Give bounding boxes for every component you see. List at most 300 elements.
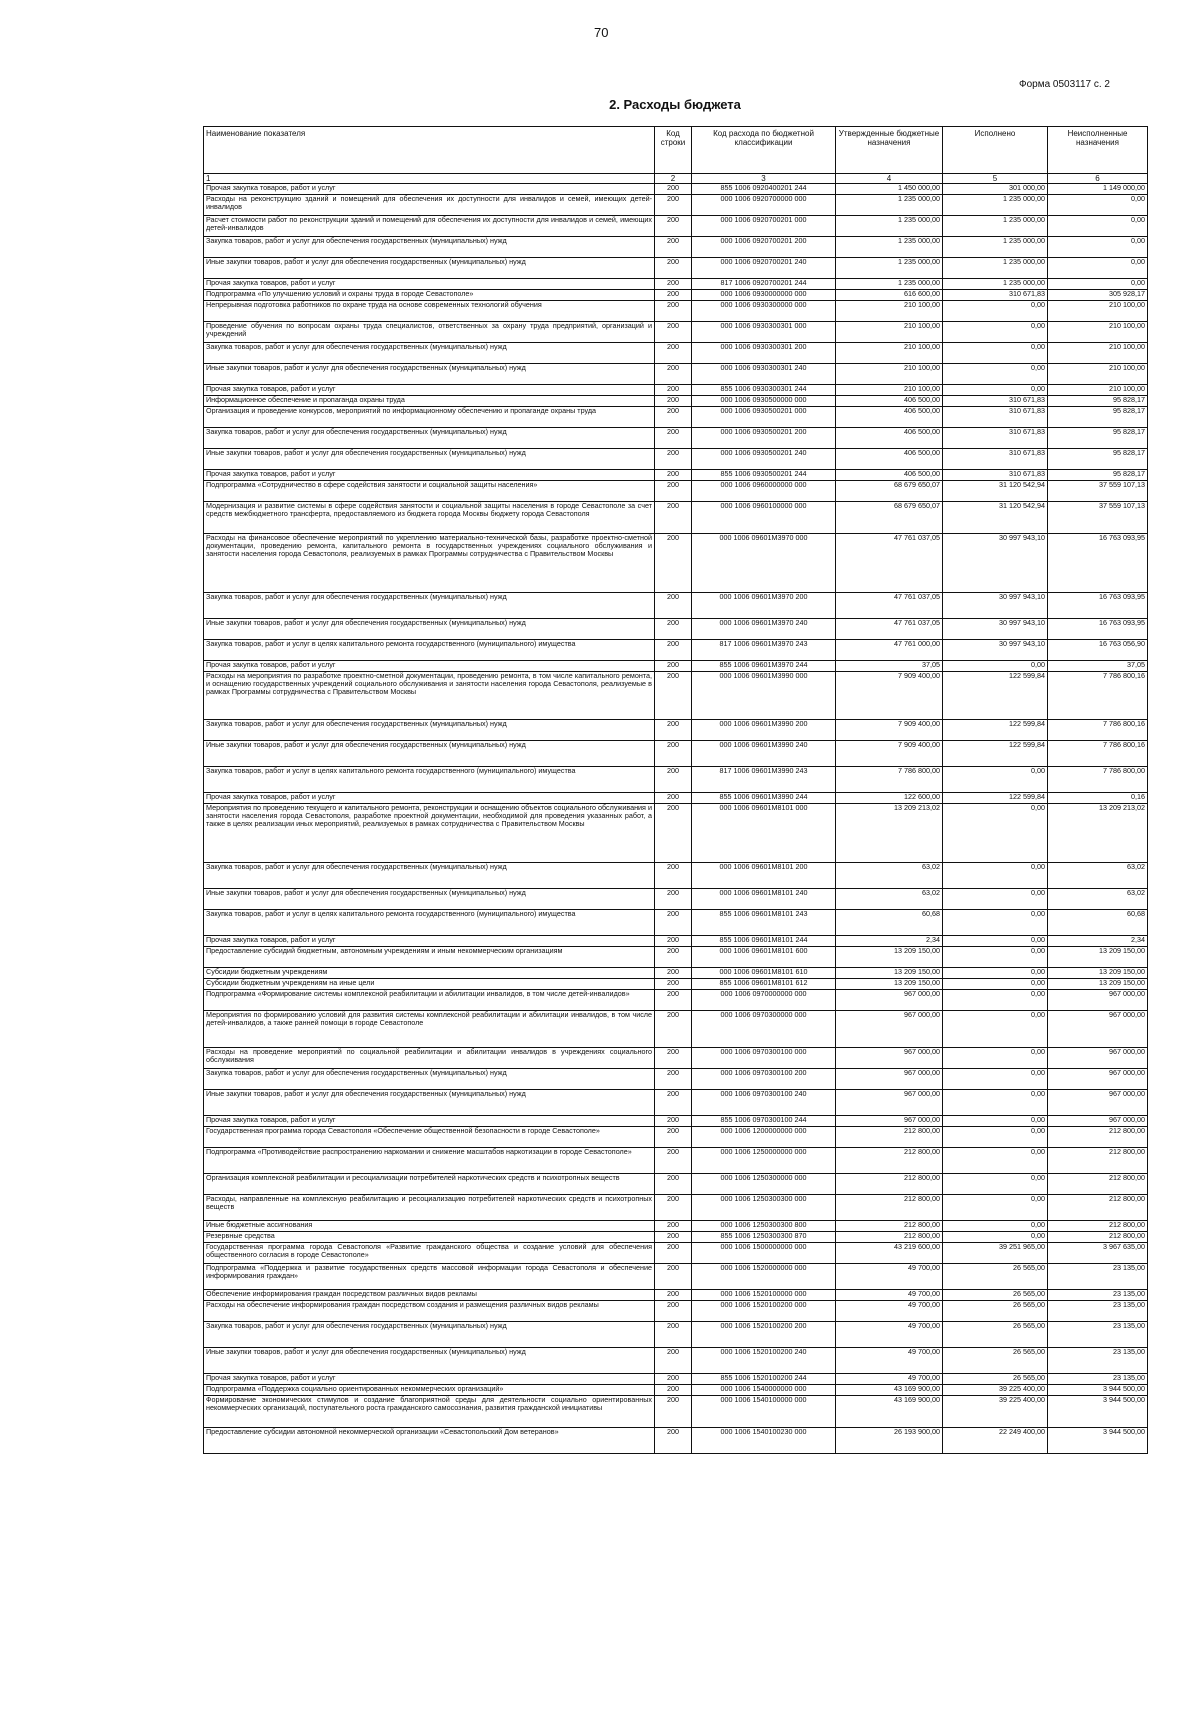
header-executed: Исполнено xyxy=(943,127,1048,174)
row-remaining: 0,00 xyxy=(1048,195,1148,216)
row-remaining: 16 763 093,95 xyxy=(1048,534,1148,593)
row-executed: 26 565,00 xyxy=(943,1301,1048,1322)
row-name: Закупка товаров, работ и услуг для обеспечения государственных (муниципальных) нужд xyxy=(204,863,655,889)
row-remaining: 16 763 056,90 xyxy=(1048,640,1148,661)
row-approved: 49 700,00 xyxy=(836,1290,943,1301)
row-executed: 310 671,83 xyxy=(943,407,1048,428)
row-name: Закупка товаров, работ и услуг для обеспечения государственных (муниципальных) нужд xyxy=(204,343,655,364)
row-approved: 2,34 xyxy=(836,936,943,947)
row-line-code: 200 xyxy=(655,1264,692,1290)
table-row xyxy=(204,428,1148,449)
row-line-code: 200 xyxy=(655,449,692,470)
row-approved: 63,02 xyxy=(836,863,943,889)
row-executed: 26 565,00 xyxy=(943,1348,1048,1374)
row-budget-code: 000 1006 09601M3990 000 xyxy=(692,672,836,720)
row-approved: 1 235 000,00 xyxy=(836,237,943,258)
row-approved: 122 600,00 xyxy=(836,793,943,804)
row-line-code: 200 xyxy=(655,767,692,793)
row-approved: 49 700,00 xyxy=(836,1374,943,1385)
row-remaining: 95 828,17 xyxy=(1048,396,1148,407)
row-name: Иные закупки товаров, работ и услуг для обеспечения государственных (муниципальных) нужд xyxy=(204,1090,655,1116)
row-remaining: 212 800,00 xyxy=(1048,1195,1148,1221)
row-executed: 0,00 xyxy=(943,990,1048,1011)
row-approved: 13 209 150,00 xyxy=(836,979,943,990)
row-executed: 0,00 xyxy=(943,1148,1048,1174)
row-executed: 39 225 400,00 xyxy=(943,1396,1048,1428)
row-budget-code: 000 1006 0970000000 000 xyxy=(692,990,836,1011)
row-line-code: 200 xyxy=(655,195,692,216)
row-line-code: 200 xyxy=(655,1148,692,1174)
row-name: Прочая закупка товаров, работ и услуг xyxy=(204,385,655,396)
row-approved: 616 600,00 xyxy=(836,290,943,301)
table-row xyxy=(204,1232,1148,1243)
row-budget-code: 855 1006 09601M8101 244 xyxy=(692,936,836,947)
row-name: Расчет стоимости работ по реконструкции зданий и помещений для обеспечения их доступности для инвалидов и семей, имеющих детей-инвалидов xyxy=(204,216,655,237)
row-budget-code: 000 1006 0920700201 000 xyxy=(692,216,836,237)
table-row xyxy=(204,343,1148,364)
table-row xyxy=(204,1011,1148,1048)
table-row xyxy=(204,258,1148,279)
table-row xyxy=(204,1290,1148,1301)
row-name: Подпрограмма «Сотрудничество в сфере содействия занятости и социальной защиты населения» xyxy=(204,481,655,502)
row-remaining: 3 967 635,00 xyxy=(1048,1243,1148,1264)
table-row xyxy=(204,720,1148,741)
row-name: Иные закупки товаров, работ и услуг для обеспечения государственных (муниципальных) нужд xyxy=(204,258,655,279)
table-row xyxy=(204,407,1148,428)
row-budget-code: 000 1006 0930500201 200 xyxy=(692,428,836,449)
row-executed: 0,00 xyxy=(943,343,1048,364)
row-budget-code: 000 1006 1520100200 000 xyxy=(692,1301,836,1322)
row-line-code: 200 xyxy=(655,1348,692,1374)
row-approved: 7 909 400,00 xyxy=(836,672,943,720)
header-budget-code: Код расхода по бюджетной классификации xyxy=(692,127,836,174)
row-executed: 0,00 xyxy=(943,1048,1048,1069)
row-line-code: 200 xyxy=(655,804,692,863)
row-name: Иные бюджетные ассигнования xyxy=(204,1221,655,1232)
row-executed: 0,00 xyxy=(943,1221,1048,1232)
row-budget-code: 000 1006 0930000000 000 xyxy=(692,290,836,301)
row-approved: 47 761 037,05 xyxy=(836,593,943,619)
row-remaining: 13 209 150,00 xyxy=(1048,979,1148,990)
row-name: Закупка товаров, работ и услуг в целях капитального ремонта государственного (муниципального) имущества xyxy=(204,910,655,936)
row-approved: 49 700,00 xyxy=(836,1264,943,1290)
row-executed: 0,00 xyxy=(943,1011,1048,1048)
table-row xyxy=(204,968,1148,979)
row-name: Закупка товаров, работ и услуг для обеспечения государственных (муниципальных) нужд xyxy=(204,1322,655,1348)
row-line-code: 200 xyxy=(655,534,692,593)
row-line-code: 200 xyxy=(655,910,692,936)
row-line-code: 200 xyxy=(655,1232,692,1243)
table-row xyxy=(204,481,1148,502)
row-executed: 0,00 xyxy=(943,661,1048,672)
table-row xyxy=(204,1127,1148,1148)
row-remaining: 23 135,00 xyxy=(1048,1264,1148,1290)
row-executed: 0,00 xyxy=(943,804,1048,863)
row-name: Формирование экономических стимулов и создание благоприятной среды для деятельности социально ориентированных некоммерческих организаций, поступательного роста гражданского самосознания, развития гражданской инициативы xyxy=(204,1396,655,1428)
row-remaining: 95 828,17 xyxy=(1048,407,1148,428)
row-name: Прочая закупка товаров, работ и услуг xyxy=(204,793,655,804)
row-line-code: 200 xyxy=(655,290,692,301)
row-budget-code: 000 1006 1250300300 800 xyxy=(692,1221,836,1232)
row-budget-code: 000 1006 0960000000 000 xyxy=(692,481,836,502)
row-approved: 1 235 000,00 xyxy=(836,195,943,216)
table-row xyxy=(204,322,1148,343)
table-row xyxy=(204,804,1148,863)
table-row xyxy=(204,767,1148,793)
row-line-code: 200 xyxy=(655,661,692,672)
row-remaining: 95 828,17 xyxy=(1048,449,1148,470)
row-budget-code: 000 1006 1250300300 000 xyxy=(692,1195,836,1221)
row-remaining: 305 928,17 xyxy=(1048,290,1148,301)
row-budget-code: 000 1006 0930500201 240 xyxy=(692,449,836,470)
row-remaining: 210 100,00 xyxy=(1048,343,1148,364)
table-row xyxy=(204,364,1148,385)
row-name: Резервные средства xyxy=(204,1232,655,1243)
row-executed: 30 997 943,10 xyxy=(943,534,1048,593)
page-title: 2. Расходы бюджета xyxy=(609,97,741,112)
row-name: Закупка товаров, работ и услуг для обеспечения государственных (муниципальных) нужд xyxy=(204,237,655,258)
row-name: Расходы на реконструкцию зданий и помещений для обеспечения их доступности для инвалидов и семей, имеющих детей-инвалидов xyxy=(204,195,655,216)
row-executed: 31 120 542,94 xyxy=(943,481,1048,502)
row-budget-code: 000 1006 09601M3990 240 xyxy=(692,741,836,767)
row-approved: 967 000,00 xyxy=(836,1069,943,1090)
row-executed: 0,00 xyxy=(943,936,1048,947)
row-executed: 310 671,83 xyxy=(943,396,1048,407)
table-row xyxy=(204,1374,1148,1385)
row-line-code: 200 xyxy=(655,396,692,407)
row-budget-code: 000 1006 0930300301 200 xyxy=(692,343,836,364)
row-budget-code: 000 1006 0920700201 200 xyxy=(692,237,836,258)
row-line-code: 200 xyxy=(655,1322,692,1348)
row-line-code: 200 xyxy=(655,470,692,481)
row-budget-code: 000 1006 1540100230 000 xyxy=(692,1428,836,1454)
row-approved: 49 700,00 xyxy=(836,1301,943,1322)
row-approved: 43 169 900,00 xyxy=(836,1396,943,1428)
row-approved: 63,02 xyxy=(836,889,943,910)
row-remaining: 210 100,00 xyxy=(1048,385,1148,396)
table-row xyxy=(204,449,1148,470)
row-budget-code: 000 1006 1540000000 000 xyxy=(692,1385,836,1396)
row-approved: 43 219 600,00 xyxy=(836,1243,943,1264)
row-remaining: 0,00 xyxy=(1048,279,1148,290)
row-budget-code: 000 1006 09601M3970 000 xyxy=(692,534,836,593)
row-name: Иные закупки товаров, работ и услуг для обеспечения государственных (муниципальных) нужд xyxy=(204,364,655,385)
row-name: Мероприятия по проведению текущего и капитального ремонта, реконструкции и оснащению объектов социального обслуживания и занятости населения города Севастополя, разработке проектной документации, необходимой для проведения указанных работ, а также в целях реализации иных мероприятий, реализуемых в рамках сотрудничества с Правительством Москвы xyxy=(204,804,655,863)
row-remaining: 967 000,00 xyxy=(1048,1069,1148,1090)
row-budget-code: 855 1006 0920400201 244 xyxy=(692,184,836,195)
row-line-code: 200 xyxy=(655,364,692,385)
table-row xyxy=(204,195,1148,216)
table-row xyxy=(204,1195,1148,1221)
row-line-code: 200 xyxy=(655,481,692,502)
table-row xyxy=(204,1301,1148,1322)
row-approved: 7 786 800,00 xyxy=(836,767,943,793)
row-remaining: 967 000,00 xyxy=(1048,1048,1148,1069)
row-approved: 406 500,00 xyxy=(836,428,943,449)
row-executed: 122 599,84 xyxy=(943,672,1048,720)
row-name: Иные закупки товаров, работ и услуг для обеспечения государственных (муниципальных) нужд xyxy=(204,741,655,767)
row-line-code: 200 xyxy=(655,990,692,1011)
row-budget-code: 000 1006 09601M8101 000 xyxy=(692,804,836,863)
row-remaining: 1 149 000,00 xyxy=(1048,184,1148,195)
row-remaining: 37 559 107,13 xyxy=(1048,502,1148,534)
table-row xyxy=(204,385,1148,396)
row-approved: 13 209 213,02 xyxy=(836,804,943,863)
row-budget-code: 000 1006 0970300000 000 xyxy=(692,1011,836,1048)
row-remaining: 0,16 xyxy=(1048,793,1148,804)
table-row xyxy=(204,619,1148,640)
row-budget-code: 000 1006 1540100000 000 xyxy=(692,1396,836,1428)
row-executed: 30 997 943,10 xyxy=(943,593,1048,619)
row-name: Закупка товаров, работ и услуг для обеспечения государственных (муниципальных) нужд xyxy=(204,720,655,741)
row-remaining: 7 786 800,16 xyxy=(1048,741,1148,767)
row-line-code: 200 xyxy=(655,1011,692,1048)
row-name: Подпрограмма «По улучшению условий и охраны труда в городе Севастополе» xyxy=(204,290,655,301)
table-row xyxy=(204,1348,1148,1374)
row-executed: 0,00 xyxy=(943,1195,1048,1221)
row-executed: 310 671,83 xyxy=(943,449,1048,470)
row-remaining: 16 763 093,95 xyxy=(1048,619,1148,640)
row-name: Государственная программа города Севастополя «Развитие гражданского общества и создание условий для обеспечения общественного согласия в городе Севастополе» xyxy=(204,1243,655,1264)
row-executed: 1 235 000,00 xyxy=(943,216,1048,237)
row-executed: 310 671,83 xyxy=(943,290,1048,301)
row-executed: 30 997 943,10 xyxy=(943,619,1048,640)
table-header-row xyxy=(204,127,1148,174)
row-line-code: 200 xyxy=(655,1221,692,1232)
expenses-table xyxy=(203,126,1148,1454)
row-remaining: 0,00 xyxy=(1048,216,1148,237)
row-executed: 1 235 000,00 xyxy=(943,195,1048,216)
row-executed: 31 120 542,94 xyxy=(943,502,1048,534)
row-executed: 0,00 xyxy=(943,322,1048,343)
row-approved: 212 800,00 xyxy=(836,1174,943,1195)
table-body xyxy=(204,184,1148,1454)
row-approved: 68 679 650,07 xyxy=(836,481,943,502)
row-name: Субсидии бюджетным учреждениям на иные цели xyxy=(204,979,655,990)
row-remaining: 37,05 xyxy=(1048,661,1148,672)
row-remaining: 16 763 093,95 xyxy=(1048,593,1148,619)
row-remaining: 3 944 500,00 xyxy=(1048,1396,1148,1428)
row-executed: 0,00 xyxy=(943,1232,1048,1243)
row-line-code: 200 xyxy=(655,1428,692,1454)
row-remaining: 967 000,00 xyxy=(1048,1090,1148,1116)
row-approved: 1 235 000,00 xyxy=(836,216,943,237)
row-line-code: 200 xyxy=(655,237,692,258)
row-name: Информационное обеспечение и пропаганда охраны труда xyxy=(204,396,655,407)
table-row xyxy=(204,301,1148,322)
row-remaining: 0,00 xyxy=(1048,258,1148,279)
row-line-code: 200 xyxy=(655,1127,692,1148)
row-executed: 0,00 xyxy=(943,301,1048,322)
row-line-code: 200 xyxy=(655,741,692,767)
row-remaining: 967 000,00 xyxy=(1048,990,1148,1011)
table-row xyxy=(204,1264,1148,1290)
row-line-code: 200 xyxy=(655,343,692,364)
row-approved: 210 100,00 xyxy=(836,343,943,364)
row-name: Закупка товаров, работ и услуг в целях капитального ремонта государственного (муниципального) имущества xyxy=(204,640,655,661)
row-remaining: 23 135,00 xyxy=(1048,1374,1148,1385)
row-remaining: 60,68 xyxy=(1048,910,1148,936)
row-approved: 1 450 000,00 xyxy=(836,184,943,195)
row-executed: 0,00 xyxy=(943,1174,1048,1195)
table-row xyxy=(204,979,1148,990)
row-name: Непрерывная подготовка работников по охране труда на основе современных технологий обучения xyxy=(204,301,655,322)
table-row xyxy=(204,1243,1148,1264)
row-budget-code: 855 1006 09601M3990 244 xyxy=(692,793,836,804)
row-executed: 122 599,84 xyxy=(943,741,1048,767)
table-row xyxy=(204,1428,1148,1454)
row-line-code: 200 xyxy=(655,258,692,279)
row-line-code: 200 xyxy=(655,1116,692,1127)
row-budget-code: 000 1006 0930500201 000 xyxy=(692,407,836,428)
row-budget-code: 855 1006 1520100200 244 xyxy=(692,1374,836,1385)
row-name: Прочая закупка товаров, работ и услуг xyxy=(204,184,655,195)
row-approved: 967 000,00 xyxy=(836,1011,943,1048)
row-line-code: 200 xyxy=(655,1374,692,1385)
row-name: Организация комплексной реабилитации и ресоциализации потребителей наркотических средств и психотропных веществ xyxy=(204,1174,655,1195)
row-approved: 212 800,00 xyxy=(836,1195,943,1221)
row-budget-code: 000 1006 0930300000 000 xyxy=(692,301,836,322)
row-executed: 1 235 000,00 xyxy=(943,258,1048,279)
row-approved: 1 235 000,00 xyxy=(836,279,943,290)
row-line-code: 200 xyxy=(655,720,692,741)
row-approved: 406 500,00 xyxy=(836,407,943,428)
row-budget-code: 000 1006 09601M3970 240 xyxy=(692,619,836,640)
row-line-code: 200 xyxy=(655,502,692,534)
row-executed: 0,00 xyxy=(943,767,1048,793)
row-approved: 967 000,00 xyxy=(836,1116,943,1127)
row-remaining: 2,34 xyxy=(1048,936,1148,947)
column-number: 2 xyxy=(655,174,692,184)
row-remaining: 212 800,00 xyxy=(1048,1148,1148,1174)
row-name: Прочая закупка товаров, работ и услуг xyxy=(204,1116,655,1127)
table-row xyxy=(204,1221,1148,1232)
form-code: Форма 0503117 с. 2 xyxy=(1018,79,1110,90)
row-budget-code: 817 1006 0920700201 244 xyxy=(692,279,836,290)
row-remaining: 95 828,17 xyxy=(1048,428,1148,449)
row-line-code: 200 xyxy=(655,1048,692,1069)
row-budget-code: 855 1006 09601M8101 612 xyxy=(692,979,836,990)
row-executed: 26 565,00 xyxy=(943,1322,1048,1348)
row-remaining: 212 800,00 xyxy=(1048,1174,1148,1195)
table-row xyxy=(204,396,1148,407)
row-executed: 0,00 xyxy=(943,1069,1048,1090)
row-approved: 967 000,00 xyxy=(836,990,943,1011)
row-approved: 967 000,00 xyxy=(836,1048,943,1069)
row-approved: 43 169 900,00 xyxy=(836,1385,943,1396)
row-line-code: 200 xyxy=(655,216,692,237)
row-name: Государственная программа города Севастополя «Обеспечение общественной безопасности в городе Севастополе» xyxy=(204,1127,655,1148)
row-name: Прочая закупка товаров, работ и услуг xyxy=(204,936,655,947)
row-executed: 301 000,00 xyxy=(943,184,1048,195)
row-budget-code: 000 1006 0970300100 000 xyxy=(692,1048,836,1069)
row-executed: 0,00 xyxy=(943,979,1048,990)
row-name: Закупка товаров, работ и услуг для обеспечения государственных (муниципальных) нужд xyxy=(204,428,655,449)
row-budget-code: 000 1006 0930500000 000 xyxy=(692,396,836,407)
table-row xyxy=(204,661,1148,672)
row-approved: 212 800,00 xyxy=(836,1127,943,1148)
row-budget-code: 855 1006 0930500201 244 xyxy=(692,470,836,481)
table-row xyxy=(204,1396,1148,1428)
column-number: 6 xyxy=(1048,174,1148,184)
row-approved: 47 761 037,05 xyxy=(836,534,943,593)
row-remaining: 7 786 800,00 xyxy=(1048,767,1148,793)
row-approved: 13 209 150,00 xyxy=(836,947,943,968)
row-executed: 310 671,83 xyxy=(943,470,1048,481)
row-budget-code: 000 1006 1250300000 000 xyxy=(692,1174,836,1195)
row-budget-code: 000 1006 09601M3990 200 xyxy=(692,720,836,741)
row-approved: 13 209 150,00 xyxy=(836,968,943,979)
row-remaining: 210 100,00 xyxy=(1048,322,1148,343)
table-row xyxy=(204,1090,1148,1116)
row-approved: 406 500,00 xyxy=(836,449,943,470)
row-executed: 1 235 000,00 xyxy=(943,237,1048,258)
row-budget-code: 000 1006 1250000000 000 xyxy=(692,1148,836,1174)
row-budget-code: 000 1006 09601M8101 200 xyxy=(692,863,836,889)
table-row xyxy=(204,237,1148,258)
row-line-code: 200 xyxy=(655,1243,692,1264)
header-remaining: Неисполненные назначения xyxy=(1048,127,1148,174)
row-name: Предоставление субсидии автономной некоммерческой организации «Севастопольский Дом ветеранов» xyxy=(204,1428,655,1454)
row-name: Подпрограмма «Поддержка социально ориентированных некоммерческих организаций» xyxy=(204,1385,655,1396)
row-budget-code: 000 1006 0970300100 240 xyxy=(692,1090,836,1116)
row-executed: 0,00 xyxy=(943,910,1048,936)
table-row xyxy=(204,1385,1148,1396)
row-remaining: 210 100,00 xyxy=(1048,364,1148,385)
row-name: Расходы на финансовое обеспечение мероприятий по укреплению материально-технической базы, разработке проектно-сметной документации, проведению ремонта, капитального ремонта в государственных учреждениях социального обслуживания и занятости населения города Севастополя, реализуемых в рамках Программы сотрудничества с Правительством Москвы xyxy=(204,534,655,593)
row-name: Расходы на обеспечение информирования граждан посредством создания и размещения различных видов рекламы xyxy=(204,1301,655,1322)
row-name: Мероприятия по формированию условий для развития системы комплексной реабилитации и абилитации инвалидов, в том числе детей-инвалидов, а также ранней помощи в городе Севастополе xyxy=(204,1011,655,1048)
row-name: Подпрограмма «Противодействие распространению наркомании и снижение масштабов наркотизации в городе Севастополе» xyxy=(204,1148,655,1174)
row-remaining: 7 786 800,16 xyxy=(1048,672,1148,720)
row-name: Иные закупки товаров, работ и услуг для обеспечения государственных (муниципальных) нужд xyxy=(204,619,655,640)
row-remaining: 63,02 xyxy=(1048,863,1148,889)
row-budget-code: 000 1006 0970300100 200 xyxy=(692,1069,836,1090)
row-budget-code: 855 1006 0970300100 244 xyxy=(692,1116,836,1127)
row-remaining: 37 559 107,13 xyxy=(1048,481,1148,502)
row-budget-code: 000 1006 09601M8101 600 xyxy=(692,947,836,968)
row-remaining: 13 209 213,02 xyxy=(1048,804,1148,863)
row-budget-code: 000 1006 1520100200 240 xyxy=(692,1348,836,1374)
row-line-code: 200 xyxy=(655,1195,692,1221)
row-approved: 212 800,00 xyxy=(836,1148,943,1174)
row-budget-code: 000 1006 09601M8101 610 xyxy=(692,968,836,979)
row-remaining: 95 828,17 xyxy=(1048,470,1148,481)
row-approved: 37,05 xyxy=(836,661,943,672)
row-remaining: 13 209 150,00 xyxy=(1048,968,1148,979)
row-approved: 210 100,00 xyxy=(836,364,943,385)
table-row xyxy=(204,216,1148,237)
table-row xyxy=(204,863,1148,889)
row-approved: 49 700,00 xyxy=(836,1322,943,1348)
row-line-code: 200 xyxy=(655,279,692,290)
row-budget-code: 000 1006 1500000000 000 xyxy=(692,1243,836,1264)
row-budget-code: 817 1006 09601M3970 243 xyxy=(692,640,836,661)
table-row xyxy=(204,1116,1148,1127)
table-row xyxy=(204,184,1148,195)
header-approved: Утвержденные бюджетные назначения xyxy=(836,127,943,174)
row-remaining: 212 800,00 xyxy=(1048,1127,1148,1148)
row-budget-code: 000 1006 09601M3970 200 xyxy=(692,593,836,619)
row-executed: 0,00 xyxy=(943,863,1048,889)
row-approved: 210 100,00 xyxy=(836,301,943,322)
row-executed: 30 997 943,10 xyxy=(943,640,1048,661)
row-line-code: 200 xyxy=(655,1069,692,1090)
table-row xyxy=(204,1048,1148,1069)
row-line-code: 200 xyxy=(655,1301,692,1322)
column-number: 5 xyxy=(943,174,1048,184)
row-remaining: 0,00 xyxy=(1048,237,1148,258)
